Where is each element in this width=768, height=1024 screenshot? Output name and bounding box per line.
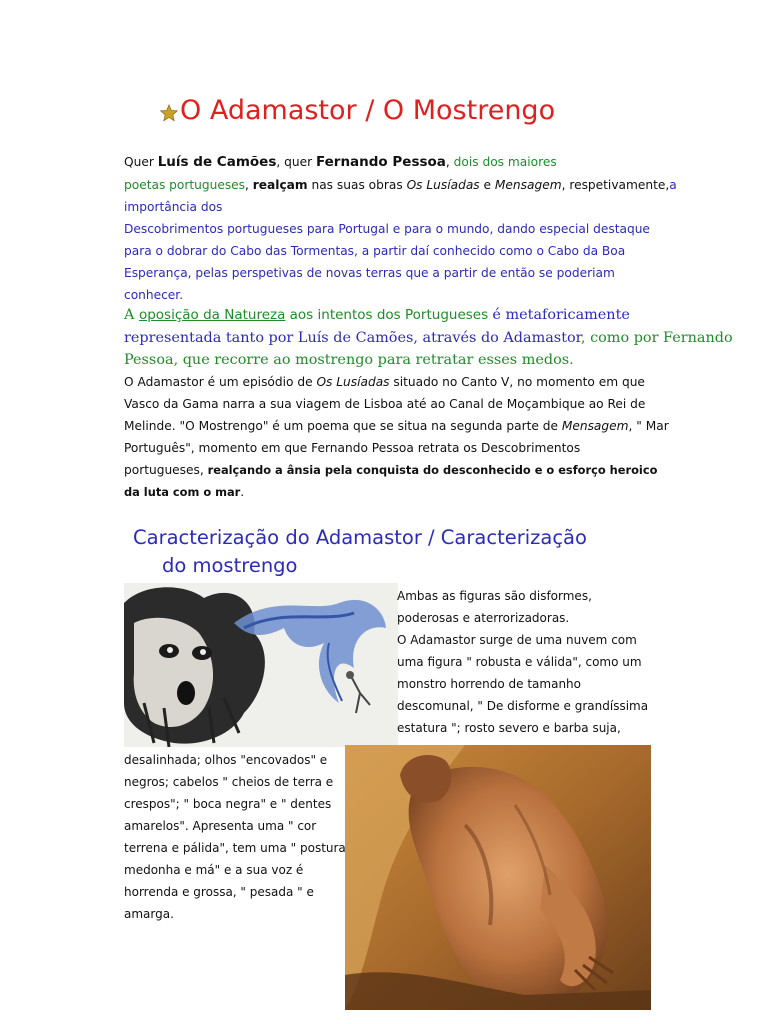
left-text-line: horrenda e grossa, " pesada " e [124,885,314,899]
section-heading [133,524,693,580]
book-lusiadas: Os Lusíadas [406,178,480,192]
section-heading-line-1: Caracterização do Adamastor / Caracterização [133,526,587,549]
book-mensagem: Mensagem [494,178,562,192]
text-span: , respetivamente, [561,178,670,192]
text-span: , " Mar [628,419,669,433]
text-span: , [245,178,253,192]
text-span: poetas portugueses [124,178,246,192]
adamastor-painting-image [345,745,651,1010]
text-span: Melinde. "O Mostrengo" é um poema que se situa na segunda parte de [124,419,562,433]
left-text-line: medonha e má" e a sua voz é [124,863,304,877]
intro-line-4: Descobrimentos portugueses para Portugal e para o mundo, dando especial destaque [124,222,650,236]
right-text-line: estatura "; rosto severo e barba suja, [397,721,621,735]
oposicao-line-2 [124,329,733,348]
text-span: da luta com o mar [124,485,241,499]
episodio-line-4: Português", momento em que Fernando Pessoa retrata os Descobrimentos [124,441,581,455]
oposicao-link[interactable]: oposição da Natureza [138,307,286,323]
right-text-line: Ambas as figuras são disformes, [397,589,592,603]
star-icon [160,104,178,122]
right-text-line: poderosas e aterrorizadoras. [397,611,570,625]
book-mensagem: Mensagem [561,419,629,433]
right-text-line: descomunal, " De disforme e grandíssima [397,699,649,713]
text-span: situado no Canto V, no momento em que [389,375,645,389]
text-span: portugueses, [124,463,208,477]
episodio-line-2: Vasco da Gama narra a sua viagem de Lisboa até ao Canal de Moçambique ao Rei de [124,397,646,411]
text-span: a [669,178,677,192]
intro-line-2 [124,177,677,193]
text-span: , quer [276,155,316,169]
text-span: , como por Fernando [580,330,733,346]
intro-line-1 [124,154,557,170]
oposicao-line-1 [124,306,630,325]
text-span: e [479,178,495,192]
text-span: realçando a ânsia pela conquista do desconhecido e o esforço heroico [207,463,658,477]
intro-line-5: para o dobrar do Cabo das Tormentas, a partir daí conhecido como o Cabo da Boa [124,244,626,258]
oposicao-line-3: Pessoa, que recorre ao mostrengo para retratar esses medos. [124,352,574,368]
text-span: Quer [124,155,158,169]
left-text-line: negros; cabelos " cheios de terra e [124,775,334,789]
episodio-line-3 [124,418,669,434]
text-span: A [124,307,139,323]
title-text: O Adamastor / O Mostrengo [180,94,556,126]
text-span: dois dos maiores [453,155,557,169]
episodio-line-5 [124,462,657,478]
text-span: aos intentos dos Portugueses [285,307,493,323]
left-text-line: crespos"; " boca negra" e " dentes [124,797,332,811]
author-camoes: Luís de Camões [157,154,277,170]
book-lusiadas: Os Lusíadas [316,375,390,389]
page-title [160,90,640,130]
intro-line-6: Esperança, pelas perspetivas de novas terras que a partir de então se poderiam [124,266,615,280]
text-span: nas suas obras [307,178,407,192]
text-span: é metaforicamente [492,307,630,323]
text-span: representada tanto por Luís de Camões, através do Adamastor [124,330,581,346]
right-text-line: uma figura " robusta e válida", como um [397,655,642,669]
text-span: , [445,155,454,169]
left-text-line: amarelos". Apresenta uma " cor [124,819,317,833]
author-pessoa: Fernando Pessoa [315,154,446,170]
left-text-line: terrena e pálida", tem uma " postura [124,841,346,855]
intro-line-7: conhecer. [124,288,184,302]
right-text-line: O Adamastor surge de uma nuvem com [397,633,637,647]
text-span: O Adamastor é um episódio de [124,375,317,389]
intro-line-3: importância dos [124,200,223,214]
text-span: realçam [252,178,308,192]
left-text-line: desalinhada; olhos "encovados" e [124,753,328,767]
section-heading-line-2: do mostrengo [162,554,298,577]
episodio-line-1 [124,374,645,390]
episodio-line-6 [124,484,244,500]
adamastor-drawing-image [124,583,398,747]
text-span: . [240,485,245,499]
right-text-line: monstro horrendo de tamanho [397,677,581,691]
left-text-line: amarga. [124,907,174,921]
